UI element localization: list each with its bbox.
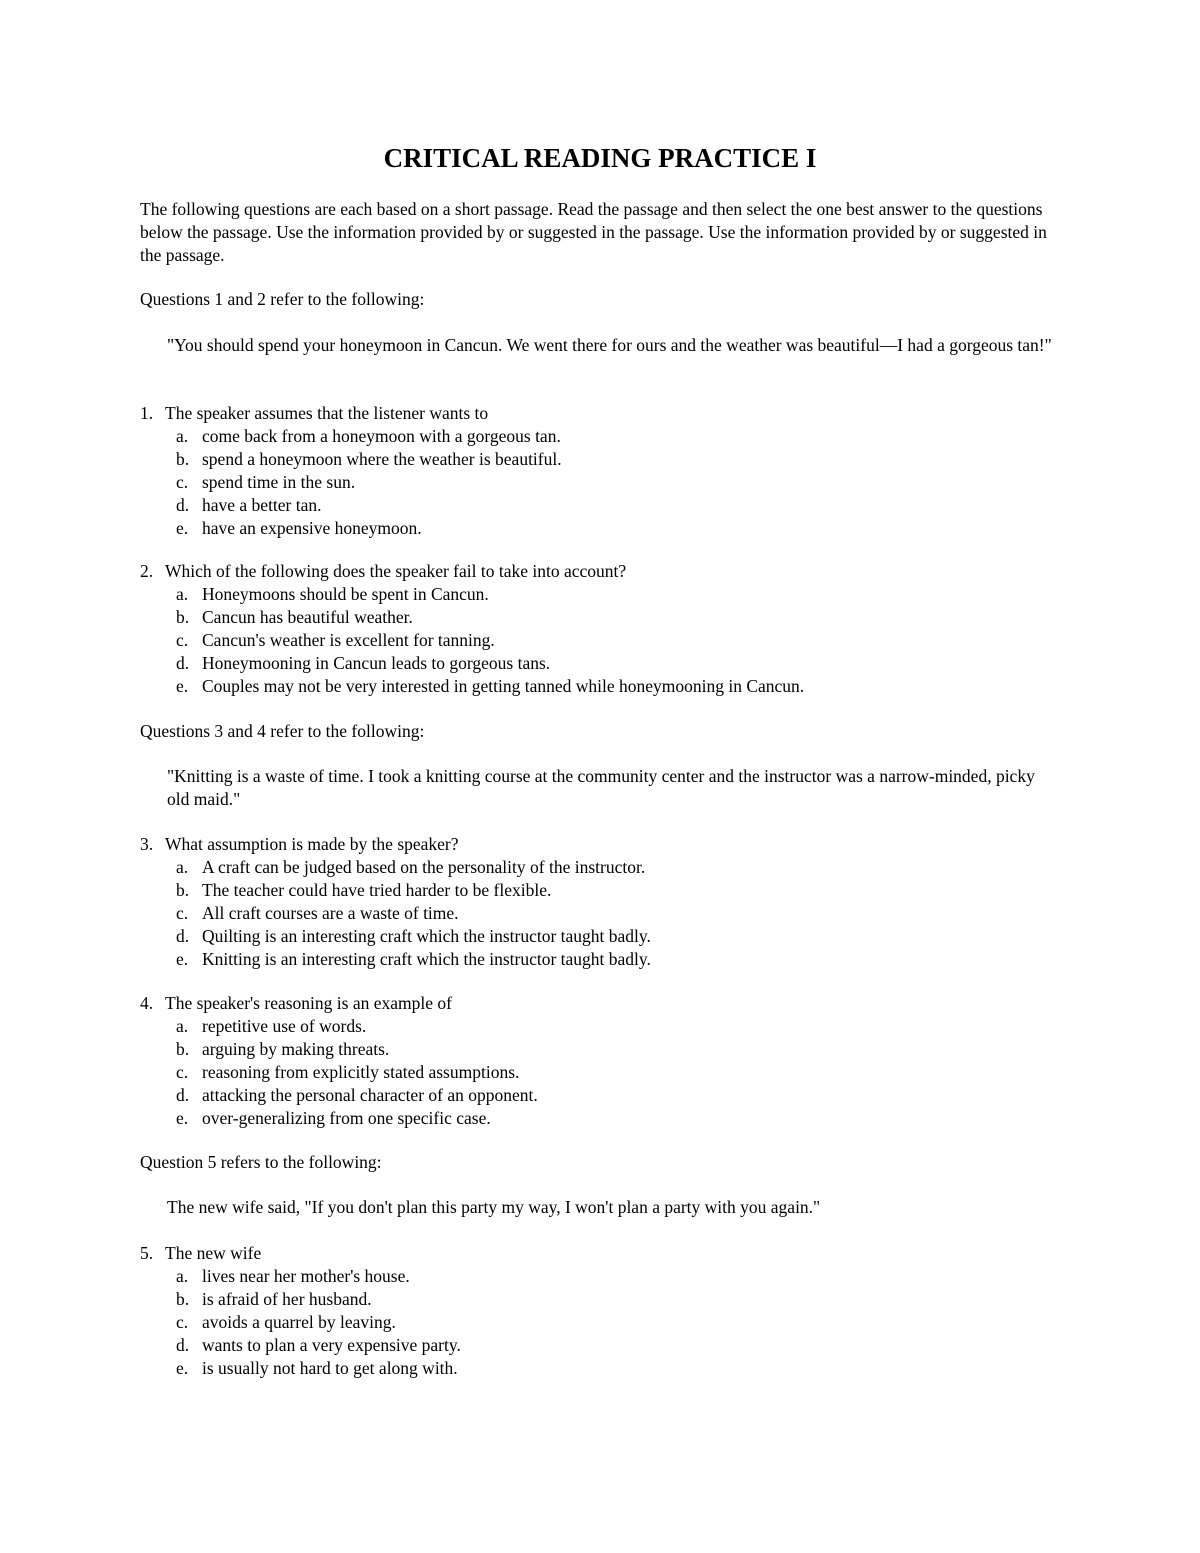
answer-option[interactable] — [140, 1334, 1060, 1357]
option-text: spend time in the sun. — [202, 472, 356, 492]
question-stem — [140, 402, 1060, 425]
option-letter: b. — [176, 880, 190, 900]
option-text: arguing by making threats. — [202, 1039, 390, 1059]
question-stem — [140, 560, 1060, 583]
answer-option[interactable] — [140, 1015, 1060, 1038]
question-number: 1. — [140, 403, 154, 423]
option-text: The teacher could have tried harder to be flexible. — [202, 880, 552, 900]
option-text: have a better tan. — [202, 495, 322, 515]
answer-option[interactable] — [140, 517, 1060, 540]
question-text: The speaker's reasoning is an example of — [165, 993, 452, 1013]
question-stem — [140, 992, 1060, 1015]
section-lead: Questions 1 and 2 refer to the following: — [140, 289, 425, 309]
option-letter: a. — [176, 857, 189, 877]
question-5 — [140, 1242, 1060, 1380]
answer-option[interactable] — [140, 448, 1060, 471]
option-letter: c. — [176, 1312, 189, 1332]
option-letter: e. — [176, 518, 189, 538]
option-text: Quilting is an interesting craft which the instructor taught badly. — [202, 926, 651, 946]
option-text: have an expensive honeymoon. — [202, 518, 422, 538]
option-letter: a. — [176, 426, 189, 446]
answer-option[interactable] — [140, 925, 1060, 948]
question-1 — [140, 402, 1060, 540]
question-text: Which of the following does the speaker fail to take into account? — [165, 561, 627, 581]
question-3 — [140, 833, 1060, 971]
option-text: Honeymoons should be spent in Cancun. — [202, 584, 489, 604]
question-4 — [140, 992, 1060, 1130]
option-letter: c. — [176, 472, 189, 492]
question-text: The new wife — [165, 1243, 262, 1263]
option-text: A craft can be judged based on the personality of the instructor. — [202, 857, 646, 877]
section-lead: Questions 3 and 4 refer to the following: — [140, 721, 425, 741]
option-text: reasoning from explicitly stated assumptions. — [202, 1062, 520, 1082]
option-text: is afraid of her husband. — [202, 1289, 372, 1309]
option-letter: a. — [176, 584, 189, 604]
question-text: The speaker assumes that the listener wants to — [165, 403, 489, 423]
option-text: Cancun has beautiful weather. — [202, 607, 413, 627]
option-text: attacking the personal character of an opponent. — [202, 1085, 538, 1105]
option-letter: b. — [176, 1289, 190, 1309]
answer-option[interactable] — [140, 1084, 1060, 1107]
option-text: over-generalizing from one specific case. — [202, 1108, 491, 1128]
instructions-paragraph: The following questions are each based on a short passage. Read the passage and then select the one best answer to the questions below the passage. Use the information provided by or suggested in the passage. Use the information provided by or suggested in the passage. — [140, 199, 1047, 265]
option-text: wants to plan a very expensive party. — [202, 1335, 461, 1355]
answer-option[interactable] — [140, 583, 1060, 606]
option-letter: e. — [176, 1108, 189, 1128]
option-letter: a. — [176, 1016, 189, 1036]
answer-option[interactable] — [140, 1038, 1060, 1061]
page-title: CRITICAL READING PRACTICE I — [383, 143, 817, 173]
answer-option[interactable] — [140, 425, 1060, 448]
answer-option[interactable] — [140, 902, 1060, 925]
answer-option[interactable] — [140, 1288, 1060, 1311]
question-number: 3. — [140, 834, 154, 854]
section-lead: Question 5 refers to the following: — [140, 1152, 382, 1172]
question-text: What assumption is made by the speaker? — [165, 834, 459, 854]
passage-text: "You should spend your honeymoon in Cancun. We went there for ours and the weather was beautiful—I had a gorgeous tan!" — [167, 335, 1052, 355]
option-text: Cancun's weather is excellent for tanning. — [202, 630, 495, 650]
option-text: Couples may not be very interested in getting tanned while honeymooning in Cancun. — [202, 676, 805, 696]
option-letter: b. — [176, 607, 190, 627]
answer-option[interactable] — [140, 879, 1060, 902]
option-letter: c. — [176, 903, 189, 923]
question-stem — [140, 833, 1060, 856]
option-text: spend a honeymoon where the weather is beautiful. — [202, 449, 562, 469]
question-2 — [140, 560, 1060, 698]
question-number: 4. — [140, 993, 154, 1013]
option-letter: d. — [176, 653, 190, 673]
answer-option[interactable] — [140, 629, 1060, 652]
option-text: lives near her mother's house. — [202, 1266, 410, 1286]
answer-option[interactable] — [140, 675, 1060, 698]
answer-option[interactable] — [140, 856, 1060, 879]
option-text: Knitting is an interesting craft which the instructor taught badly. — [202, 949, 651, 969]
question-number: 2. — [140, 561, 154, 581]
answer-option[interactable] — [140, 1311, 1060, 1334]
option-letter: b. — [176, 1039, 190, 1059]
answer-option[interactable] — [140, 948, 1060, 971]
passage-text: "Knitting is a waste of time. I took a knitting course at the community center and the instructor was a narrow-minded, picky old maid." — [167, 766, 1035, 809]
question-stem — [140, 1242, 1060, 1265]
answer-option[interactable] — [140, 494, 1060, 517]
answer-option[interactable] — [140, 471, 1060, 494]
option-text: come back from a honeymoon with a gorgeous tan. — [202, 426, 561, 446]
option-text: avoids a quarrel by leaving. — [202, 1312, 396, 1332]
answer-option[interactable] — [140, 1265, 1060, 1288]
option-letter: b. — [176, 449, 190, 469]
option-letter: d. — [176, 926, 190, 946]
option-letter: e. — [176, 949, 189, 969]
option-text: is usually not hard to get along with. — [202, 1358, 458, 1378]
option-letter: d. — [176, 495, 190, 515]
option-text: repetitive use of words. — [202, 1016, 367, 1036]
option-letter: a. — [176, 1266, 189, 1286]
option-letter: d. — [176, 1085, 190, 1105]
option-letter: e. — [176, 676, 189, 696]
option-letter: c. — [176, 1062, 189, 1082]
passage-text: The new wife said, "If you don't plan this party my way, I won't plan a party with you again." — [167, 1197, 821, 1217]
answer-option[interactable] — [140, 1061, 1060, 1084]
option-letter: e. — [176, 1358, 189, 1378]
option-text: Honeymooning in Cancun leads to gorgeous tans. — [202, 653, 551, 673]
answer-option[interactable] — [140, 606, 1060, 629]
question-number: 5. — [140, 1243, 154, 1263]
answer-option[interactable] — [140, 652, 1060, 675]
option-text: All craft courses are a waste of time. — [202, 903, 459, 923]
option-letter: d. — [176, 1335, 190, 1355]
answer-option[interactable] — [140, 1107, 1060, 1130]
answer-option[interactable] — [140, 1357, 1060, 1380]
option-letter: c. — [176, 630, 189, 650]
